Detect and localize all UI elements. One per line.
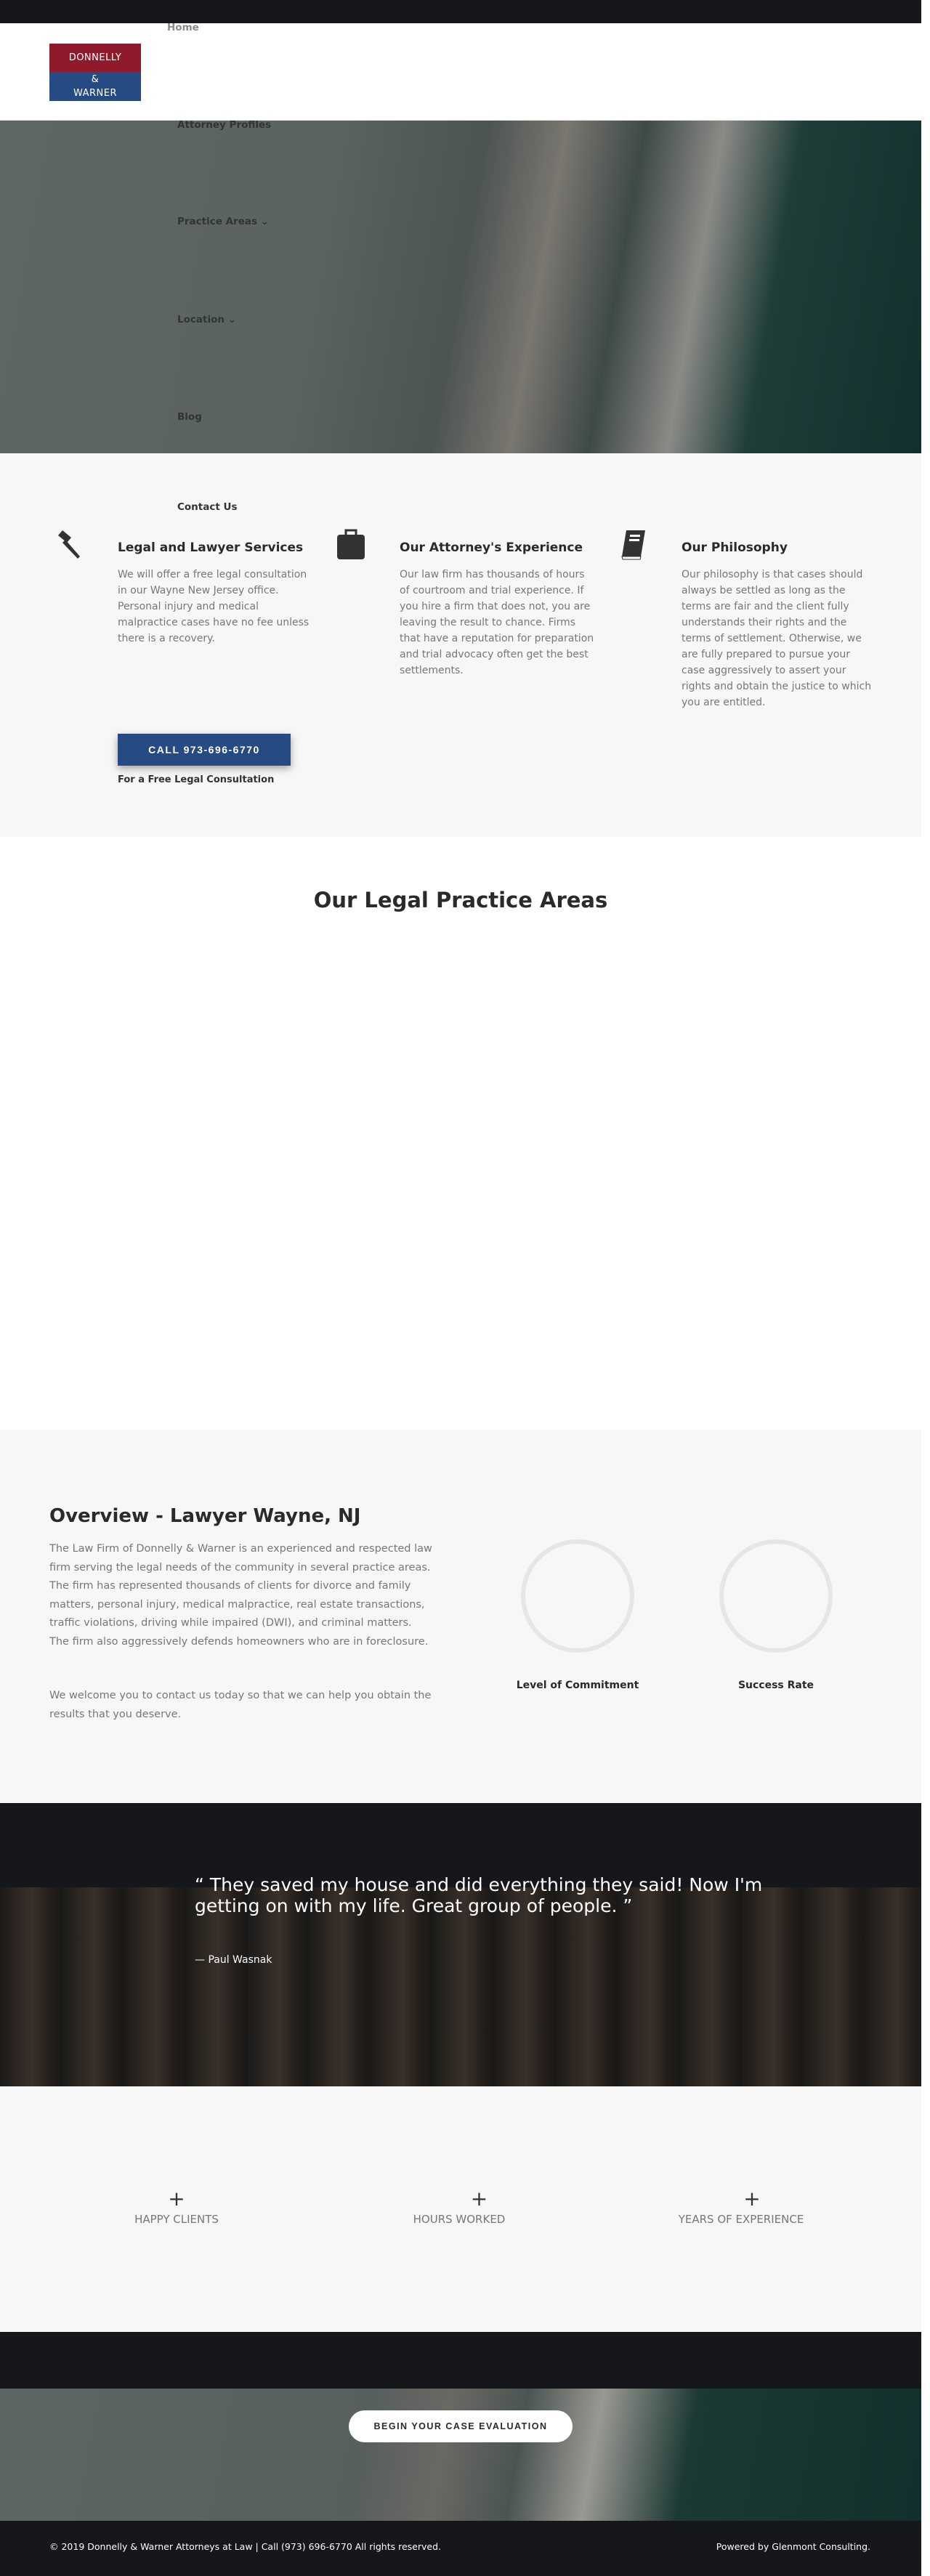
feature-text: We will offer a free legal consultation in our Wayne New Jersey office. Personal injury and medical malpractice cases have no fee unless there is a recovery.: [118, 569, 310, 644]
testimonial-author: — Paul Wasnak: [195, 1954, 272, 1966]
counter: [632, 2188, 850, 2226]
section-title: Our Legal Practice Areas: [313, 888, 608, 912]
cta-section: [0, 2389, 921, 2521]
call-button[interactable]: CALL 973-696-6770: [118, 734, 291, 766]
begin-case-evaluation-button[interactable]: BEGIN YOUR CASE EVALUATION: [349, 2410, 573, 2442]
counter: [68, 2188, 286, 2226]
book-icon: [618, 527, 651, 561]
progress-circle: [719, 1539, 833, 1653]
powered-by-link[interactable]: Powered by Glenmont Consulting.: [716, 2541, 870, 2552]
feature-title: Our Attorney's Experience: [400, 540, 583, 555]
circle-label: Level of Commitment: [516, 1680, 639, 1691]
top-bar: [0, 0, 921, 23]
counter-value: +: [743, 2187, 761, 2211]
nav-contact-us[interactable]: Contact Us: [177, 501, 238, 513]
overview-text: We welcome you to contact us today so that we can help you obtain the results that you deserve.: [49, 1690, 432, 1720]
nav-attorney-profiles[interactable]: Attorney Profiles: [177, 119, 272, 131]
counter-value: +: [470, 2187, 488, 2211]
nav-home[interactable]: Home: [167, 22, 199, 33]
dark-band: [0, 2332, 921, 2389]
counter-label: YEARS OF EXPERIENCE: [678, 2213, 804, 2226]
testimonial-quote: “ They saved my house and did everything they said! Now I'm getting on with my life. Great group of people. ”: [195, 1874, 763, 1916]
feature-title: Our Philosophy: [682, 540, 788, 555]
counter-label: HOURS WORKED: [413, 2213, 506, 2226]
practice-areas-section: [0, 837, 921, 1430]
feature-text: Our law firm has thousands of hours of courtroom and trial experience. If you hire a firm that does not, you are leaving the result to chance. Firms that have a reputation for preparation and trial advocacy often get the best settlements.: [400, 569, 594, 676]
counter-value: +: [168, 2187, 185, 2211]
logo-text: DONNELLY: [68, 52, 122, 63]
nav-practice-areas[interactable]: Practice Areas ⌄: [177, 216, 270, 227]
counter-label: HAPPY CLIENTS: [134, 2213, 219, 2226]
overview-text: The Law Firm of Donnelly & Warner is an experienced and respected law firm serving the legal needs of the community in several practice areas. The firm has represented thousands of clients for divorce and family matters, personal injury, medical malpractice, real estate transactions, traffic violations, driving while impaired (DWI), and criminal matters. The firm also aggressively defends homeowners who are in foreclosure.: [49, 1543, 432, 1648]
gavel-icon: [52, 527, 86, 561]
nav-blog[interactable]: Blog: [177, 411, 202, 423]
counters-section: [0, 2086, 921, 2332]
hero-image: [0, 121, 921, 453]
briefcase-icon: [334, 527, 368, 561]
nav-location[interactable]: Location ⌄: [177, 314, 236, 325]
call-subtitle: For a Free Legal Consultation: [118, 774, 275, 785]
overview-section: [0, 1430, 921, 1803]
logo[interactable]: [49, 44, 141, 101]
logo-text: WARNER: [73, 88, 118, 99]
feature-title: Legal and Lawyer Services: [118, 540, 304, 555]
circle-label: Success Rate: [737, 1680, 814, 1691]
overview-title: Overview - Lawyer Wayne, NJ: [49, 1505, 361, 1527]
feature-text: Our philosophy is that cases should always be settled as long as the terms are fair and the client fully understands their rights and the terms of settlement. Otherwise, we are fully prepared to pursue your case aggressively to assert your rights and obtain the justice to which you are entitled.: [682, 569, 872, 708]
counter: [350, 2188, 568, 2226]
logo-text: &: [91, 74, 100, 85]
progress-circle: [521, 1539, 634, 1653]
testimonial-section: [0, 1803, 921, 2086]
books-background: [0, 1887, 921, 2086]
footer: [0, 2521, 921, 2576]
copyright: © 2019 Donnelly & Warner Attorneys at Law | Call (973) 696-6770 All rights reserved.: [49, 2541, 441, 2552]
